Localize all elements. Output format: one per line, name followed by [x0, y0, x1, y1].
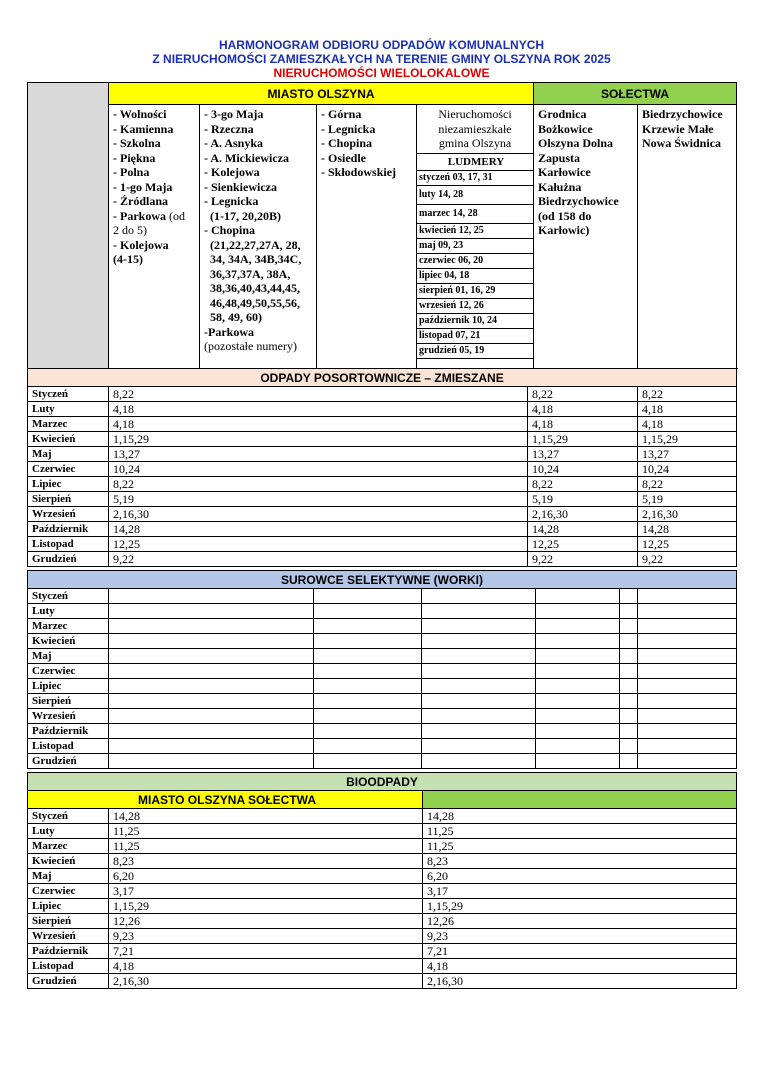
empty-cell	[536, 709, 620, 724]
empty-cell	[536, 739, 620, 754]
empty-cell	[314, 604, 422, 619]
empty-cell	[536, 649, 620, 664]
ludmery-cell: Nieruchomości niezamieszkałe gmina Olszyna LUDMERY styczeń 03, 17, 31 luty 14, 28 marzec 14, 28 kwiecień 12, 25 maj 09, 23 czerwiec 06, 20 lipiec 04, 18 sierpień 01, 16, 29 wrzesień 12, 26 październik 10, 24 listopad 07, 21 grudzień 05, 19	[417, 105, 534, 369]
solectwa-dates-2: 9,22	[638, 552, 737, 567]
month-label: Sierpień	[28, 492, 109, 507]
empty-cell	[638, 694, 737, 709]
empty-cell	[638, 619, 737, 634]
solectwa-dates-2: 13,27	[638, 447, 737, 462]
table-row	[28, 417, 737, 432]
table-row	[28, 477, 737, 492]
empty-cell	[314, 619, 422, 634]
empty-cell	[620, 709, 638, 724]
solectwa-dates-1: 4,18	[528, 417, 638, 432]
title-line-3: NIERUCHOMOŚCI WIELOLOKALOWE	[273, 66, 490, 80]
miasto-header: MIASTO OLSZYNA	[109, 83, 534, 105]
miasto-dates: 5,19	[109, 492, 528, 507]
solectwa-dates: 1,15,29	[423, 899, 737, 914]
month-label: Luty	[28, 824, 109, 839]
table-row	[28, 492, 737, 507]
mixed-waste-table	[27, 368, 737, 567]
solectwa-dates-1: 8,22	[528, 387, 638, 402]
miasto-dates: 14,28	[109, 522, 528, 537]
month-label: Czerwiec	[28, 884, 109, 899]
miasto-dates: 3,17	[109, 884, 423, 899]
solectwa-dates: 12,26	[423, 914, 737, 929]
month-label: Czerwiec	[28, 664, 109, 679]
solectwa-dates: 4,18	[423, 959, 737, 974]
empty-cell	[109, 649, 314, 664]
miasto-dates: 8,23	[109, 854, 423, 869]
empty-cell	[314, 634, 422, 649]
solectwa-dates: 11,25	[423, 824, 737, 839]
solectwa-dates: 7,21	[423, 944, 737, 959]
empty-cell	[638, 589, 737, 604]
empty-cell	[109, 709, 314, 724]
empty-cell	[314, 589, 422, 604]
month-label: Styczeń	[28, 387, 109, 402]
solectwa-dates-2: 8,22	[638, 477, 737, 492]
table-row	[28, 522, 737, 537]
month-label: Luty	[28, 604, 109, 619]
miasto-dates: 9,22	[109, 552, 528, 567]
solectwa-dates-2: 12,25	[638, 537, 737, 552]
table-row	[28, 589, 737, 604]
table-row	[28, 944, 737, 959]
empty-cell	[314, 679, 422, 694]
empty-cell	[109, 739, 314, 754]
street-list-1: - Wolności - Kamienna - Szkolna - Piękna - Polna - 1-go Maja - Źródlana - Parkowa (od 2 do 5) - Kolejowa (4-15)	[109, 105, 200, 369]
empty-cell	[109, 754, 314, 769]
table-row	[28, 854, 737, 869]
month-label: Październik	[28, 944, 109, 959]
table-row	[28, 914, 737, 929]
empty-cell	[109, 694, 314, 709]
empty-cell	[536, 724, 620, 739]
month-label: Sierpień	[28, 914, 109, 929]
month-label: Lipiec	[28, 477, 109, 492]
miasto-dates: 4,18	[109, 959, 423, 974]
month-label: Styczeń	[28, 589, 109, 604]
table-row	[28, 929, 737, 944]
empty-cell	[422, 589, 536, 604]
solectwa-dates-1: 1,15,29	[528, 432, 638, 447]
month-label: Lipiec	[28, 899, 109, 914]
empty-cell	[422, 724, 536, 739]
solectwa-dates-2: 4,18	[638, 417, 737, 432]
solectwa-dates-2: 4,18	[638, 402, 737, 417]
miasto-dates: 4,18	[109, 402, 528, 417]
solectwa-dates-2: 8,22	[638, 387, 737, 402]
street-list-3: - Górna - Legnicka - Chopina - Osiedle - Skłodowskiej	[317, 105, 417, 369]
month-label: Marzec	[28, 839, 109, 854]
month-label: Kwiecień	[28, 432, 109, 447]
empty-cell	[109, 634, 314, 649]
empty-cell	[536, 664, 620, 679]
solectwa-dates: 14,28	[423, 809, 737, 824]
recyclables-band: SUROWCE SELEKTYWNE (WORKI)	[28, 571, 737, 589]
month-label: Maj	[28, 649, 109, 664]
empty-cell	[109, 619, 314, 634]
empty-cell	[422, 619, 536, 634]
table-row	[28, 402, 737, 417]
table-row	[28, 824, 737, 839]
table-row	[28, 387, 737, 402]
table-row	[28, 959, 737, 974]
month-label: Maj	[28, 447, 109, 462]
empty-cell	[620, 679, 638, 694]
empty-cell	[620, 619, 638, 634]
month-label: Październik	[28, 724, 109, 739]
biowaste-band: BIOODPADY	[28, 773, 737, 791]
miasto-dates: 2,16,30	[109, 507, 528, 522]
empty-cell	[536, 679, 620, 694]
month-label: Maj	[28, 869, 109, 884]
empty-cell	[314, 724, 422, 739]
miasto-dates: 12,25	[109, 537, 528, 552]
title-line-1: HARMONOGRAM ODBIORU ODPADÓW KOMUNALNYCH	[218, 38, 545, 52]
table-row	[28, 694, 737, 709]
miasto-dates: 8,22	[109, 387, 528, 402]
miasto-dates: 8,22	[109, 477, 528, 492]
miasto-dates: 2,16,30	[109, 974, 423, 989]
miasto-dates: 11,25	[109, 824, 423, 839]
solectwa-list-1: Grodnica Bożkowice Olszyna Dolna Zapusta Karłowice Kałużna Biedrzychowice (od 158 do Karłowic)	[534, 105, 638, 369]
solectwa-dates-1: 8,22	[528, 477, 638, 492]
biowaste-subheader-green	[423, 791, 737, 809]
empty-cell	[638, 739, 737, 754]
empty-cell	[638, 724, 737, 739]
solectwa-dates-1: 10,24	[528, 462, 638, 477]
empty-cell	[314, 739, 422, 754]
empty-cell	[638, 604, 737, 619]
solectwa-header: SOŁECTWA	[534, 83, 737, 105]
table-row	[28, 679, 737, 694]
miasto-dates: 13,27	[109, 447, 528, 462]
biowaste-subheader: MIASTO OLSZYNA SOŁECTWA	[28, 791, 423, 809]
empty-cell	[422, 739, 536, 754]
month-label: Wrzesień	[28, 929, 109, 944]
empty-cell	[422, 694, 536, 709]
solectwa-dates: 3,17	[423, 884, 737, 899]
solectwa-dates-1: 2,16,30	[528, 507, 638, 522]
street-list-2: - 3-go Maja - Rzeczna - A. Asnyka - A. Mickiewicza - Kolejowa - Sienkiewicza - Legnicka (1-17, 20,20B) - Chopina (21,22,27,27A, 28, 34, 34A, 34B,34C, 36,37,37A, 38A, 38,36,40,43,44,45, 46,48,49,50,55,56, 58, 49, 60) -Parkowa (pozostałe numery)	[200, 105, 317, 369]
solectwa-dates-2: 1,15,29	[638, 432, 737, 447]
table-row	[28, 552, 737, 567]
table-row	[28, 739, 737, 754]
solectwa-dates: 2,16,30	[423, 974, 737, 989]
empty-cell	[620, 589, 638, 604]
empty-cell	[109, 664, 314, 679]
solectwa-dates-1: 13,27	[528, 447, 638, 462]
empty-cell	[638, 754, 737, 769]
miasto-dates: 9,23	[109, 929, 423, 944]
month-label: Luty	[28, 402, 109, 417]
miasto-dates: 6,20	[109, 869, 423, 884]
solectwa-dates-2: 5,19	[638, 492, 737, 507]
table-row	[28, 432, 737, 447]
miasto-dates: 12,26	[109, 914, 423, 929]
table-row	[28, 649, 737, 664]
locations-table	[27, 82, 737, 369]
empty-cell	[620, 649, 638, 664]
empty-cell	[314, 664, 422, 679]
solectwa-dates-1: 4,18	[528, 402, 638, 417]
empty-cell	[536, 619, 620, 634]
empty-cell	[422, 754, 536, 769]
month-label: Listopad	[28, 959, 109, 974]
miasto-dates: 11,25	[109, 839, 423, 854]
miasto-dates: 1,15,29	[109, 432, 528, 447]
empty-cell	[314, 754, 422, 769]
table-row	[28, 604, 737, 619]
table-row	[28, 462, 737, 477]
empty-cell	[422, 634, 536, 649]
table-row	[28, 724, 737, 739]
miasto-dates: 10,24	[109, 462, 528, 477]
table-row	[28, 754, 737, 769]
miasto-dates: 1,15,29	[109, 899, 423, 914]
empty-cell	[620, 754, 638, 769]
table-row	[28, 809, 737, 824]
month-label: Kwiecień	[28, 854, 109, 869]
empty-cell	[314, 694, 422, 709]
empty-cell	[422, 709, 536, 724]
empty-cell	[620, 739, 638, 754]
empty-cell	[109, 604, 314, 619]
empty-cell	[638, 664, 737, 679]
month-label: Październik	[28, 522, 109, 537]
miasto-dates: 14,28	[109, 809, 423, 824]
empty-cell	[314, 709, 422, 724]
empty-cell	[422, 679, 536, 694]
empty-cell	[536, 694, 620, 709]
empty-cell	[422, 664, 536, 679]
empty-cell	[620, 694, 638, 709]
solectwa-dates-1: 14,28	[528, 522, 638, 537]
empty-cell	[109, 724, 314, 739]
month-label: Kwiecień	[28, 634, 109, 649]
biowaste-table	[27, 772, 737, 989]
month-label: Czerwiec	[28, 462, 109, 477]
month-label: Styczeń	[28, 809, 109, 824]
table-row	[28, 869, 737, 884]
title-line-2: Z NIERUCHOMOŚCI ZAMIESZKAŁYCH NA TERENIE GMINY OLSZYNA ROK 2025	[152, 52, 611, 66]
empty-cell	[620, 664, 638, 679]
empty-cell	[536, 589, 620, 604]
solectwa-dates-2: 10,24	[638, 462, 737, 477]
month-label: Grudzień	[28, 974, 109, 989]
month-label: Wrzesień	[28, 709, 109, 724]
recyclables-table	[27, 570, 737, 769]
corner-cell	[28, 83, 109, 369]
empty-cell	[638, 679, 737, 694]
month-label: Grudzień	[28, 754, 109, 769]
table-row	[28, 619, 737, 634]
solectwa-dates: 11,25	[423, 839, 737, 854]
empty-cell	[620, 604, 638, 619]
month-label: Marzec	[28, 417, 109, 432]
table-row	[28, 974, 737, 989]
miasto-dates: 7,21	[109, 944, 423, 959]
table-row	[28, 839, 737, 854]
solectwa-dates-1: 9,22	[528, 552, 638, 567]
empty-cell	[638, 709, 737, 724]
empty-cell	[109, 589, 314, 604]
month-label: Marzec	[28, 619, 109, 634]
month-label: Listopad	[28, 537, 109, 552]
solectwa-dates-2: 2,16,30	[638, 507, 737, 522]
table-row	[28, 709, 737, 724]
month-label: Lipiec	[28, 679, 109, 694]
empty-cell	[536, 634, 620, 649]
solectwa-dates: 8,23	[423, 854, 737, 869]
table-row	[28, 884, 737, 899]
mixed-waste-band: ODPADY POSORTOWNICZE – ZMIESZANE	[28, 369, 737, 387]
solectwa-dates-1: 5,19	[528, 492, 638, 507]
miasto-dates: 4,18	[109, 417, 528, 432]
month-label: Sierpień	[28, 694, 109, 709]
empty-cell	[536, 754, 620, 769]
empty-cell	[422, 604, 536, 619]
table-row	[28, 447, 737, 462]
table-row	[28, 664, 737, 679]
solectwa-dates-2: 14,28	[638, 522, 737, 537]
table-row	[28, 899, 737, 914]
empty-cell	[638, 634, 737, 649]
table-row	[28, 507, 737, 522]
empty-cell	[109, 679, 314, 694]
empty-cell	[620, 724, 638, 739]
ludmery-table: LUDMERY styczeń 03, 17, 31 luty 14, 28 marzec 14, 28 kwiecień 12, 25 maj 09, 23 czerwiec 06, 20 lipiec 04, 18 sierpień 01, 16, 29 wrzesień 12, 26 październik 10, 24 listopad 07, 21 grudzień 05, 19	[417, 153, 533, 359]
empty-cell	[314, 649, 422, 664]
month-label: Wrzesień	[28, 507, 109, 522]
month-label: Grudzień	[28, 552, 109, 567]
solectwa-dates: 6,20	[423, 869, 737, 884]
month-label: Listopad	[28, 739, 109, 754]
solectwa-dates: 9,23	[423, 929, 737, 944]
empty-cell	[638, 649, 737, 664]
empty-cell	[536, 604, 620, 619]
empty-cell	[620, 634, 638, 649]
solectwa-dates-1: 12,25	[528, 537, 638, 552]
table-row	[28, 634, 737, 649]
empty-cell	[422, 649, 536, 664]
solectwa-list-2: Biedrzychowice Krzewie Małe Nowa Świdnica	[638, 105, 737, 369]
table-row	[28, 537, 737, 552]
